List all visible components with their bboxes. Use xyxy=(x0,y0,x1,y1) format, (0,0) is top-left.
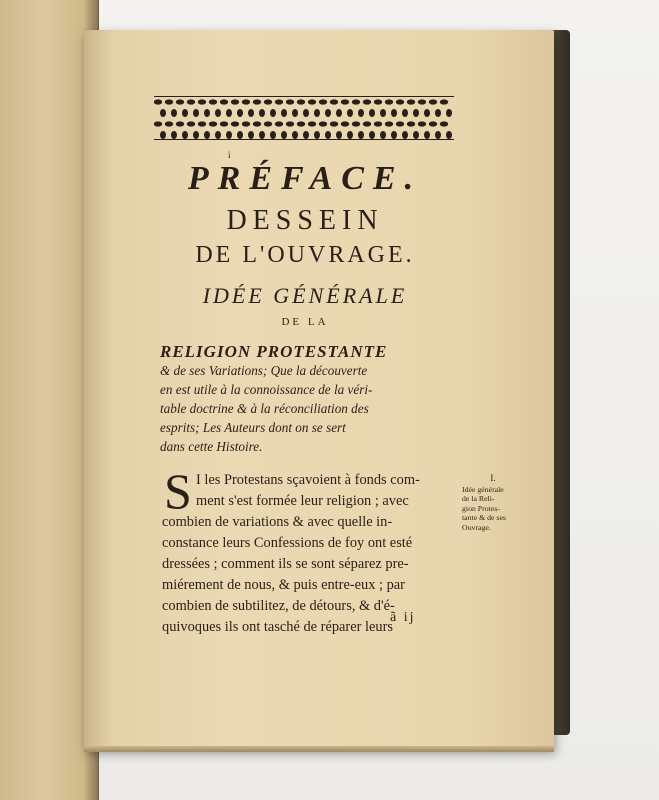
fleuron-ornament xyxy=(226,131,232,139)
fleuron-ornament xyxy=(347,131,353,139)
fleuron-ornament xyxy=(215,131,221,139)
fleuron-ornament xyxy=(325,131,331,139)
fleuron-ornament xyxy=(220,99,228,104)
fleuron-ornament xyxy=(363,99,371,104)
fleuron-ornament xyxy=(204,109,210,117)
fleuron-ornament xyxy=(314,131,320,139)
fleuron-ornament xyxy=(308,99,316,104)
fleuron-ornament xyxy=(242,121,250,126)
fleuron-ornament xyxy=(264,99,272,104)
fleuron-ornament xyxy=(435,131,441,139)
marginal-line: tante & de ses xyxy=(462,513,506,522)
fleuron-ornament xyxy=(402,109,408,117)
fleuron-ornament xyxy=(424,131,430,139)
fleuron-ornament xyxy=(369,109,375,117)
fleuron-ornament xyxy=(242,99,250,104)
fleuron-ornament xyxy=(385,99,393,104)
fleuron-ornament xyxy=(352,99,360,104)
fleuron-ornament xyxy=(209,99,217,104)
fleuron-ornament xyxy=(248,109,254,117)
fleuron-ornament xyxy=(380,131,386,139)
fleuron-ornament xyxy=(275,121,283,126)
fleuron-ornament xyxy=(253,99,261,104)
fleuron-ornament xyxy=(154,99,162,104)
fleuron-ornament xyxy=(171,131,177,139)
marginal-line: Idée générale xyxy=(462,484,504,494)
fleuron-ornament xyxy=(308,121,316,126)
fleuron-ornament xyxy=(396,121,404,126)
fleuron-ornament xyxy=(363,121,371,126)
fleuron-ornament xyxy=(237,109,243,117)
fleuron-ornament xyxy=(341,121,349,126)
fleuron-ornament xyxy=(264,121,272,126)
fleuron-ornament xyxy=(237,131,243,139)
fleuron-ornament xyxy=(253,121,261,126)
summary-line: esprits; Les Auteurs dont on se sert xyxy=(160,420,346,435)
fleuron-ornament xyxy=(176,99,184,104)
fleuron-ornament xyxy=(176,121,184,126)
fleuron-ornament xyxy=(281,109,287,117)
summary-line: table doctrine & à la réconciliation des xyxy=(160,401,369,416)
fleuron-ornament xyxy=(330,121,338,126)
fleuron-ornament xyxy=(325,109,331,117)
fleuron-ornament xyxy=(259,131,265,139)
fleuron-ornament xyxy=(182,109,188,117)
fleuron-ornament xyxy=(341,99,349,104)
fleuron-ornament xyxy=(231,121,239,126)
signature-mark: ã ij xyxy=(390,610,416,625)
fleuron-ornament xyxy=(292,131,298,139)
fleuron-ornament xyxy=(413,131,419,139)
fleuron-ornament xyxy=(424,109,430,117)
fleuron-ornament xyxy=(193,131,199,139)
fleuron-ornament xyxy=(209,121,217,126)
fleuron-ornament xyxy=(248,131,254,139)
fleuron-ornament xyxy=(198,121,206,126)
page-block-edge xyxy=(84,746,554,752)
fleuron-ornament xyxy=(270,131,276,139)
summary-line: & de ses Variations; Que la découverte xyxy=(160,363,368,378)
body-line: constance leurs Confessions de foy ont esté xyxy=(162,535,413,551)
fleuron-ornament xyxy=(231,99,239,104)
marginal-note xyxy=(462,474,524,532)
fleuron-ornament xyxy=(429,99,437,104)
fleuron-ornament xyxy=(160,109,166,117)
page-title: PRÉFACE. xyxy=(187,160,423,197)
fleuron-ornament xyxy=(429,121,437,126)
body-line: I les Protestans sçavoient à fonds com- xyxy=(196,472,420,488)
fleuron-ornament xyxy=(275,99,283,104)
summary-line: en est utile à la connoissance de la véri- xyxy=(160,382,373,397)
fleuron-ornament xyxy=(391,109,397,117)
fleuron-ornament xyxy=(347,109,353,117)
fleuron-ornament xyxy=(286,121,294,126)
fleuron-ornament xyxy=(391,131,397,139)
summary-line: dans cette Histoire. xyxy=(160,439,263,454)
fleuron-ornament xyxy=(187,99,195,104)
fleuron-ornament xyxy=(446,131,452,139)
fleuron-ornament xyxy=(407,121,415,126)
fleuron-ornament xyxy=(187,121,195,126)
fleuron-ornament xyxy=(160,131,166,139)
fleuron-ornament xyxy=(374,121,382,126)
fleuron-ornament xyxy=(319,99,327,104)
page-mark: i xyxy=(228,150,231,160)
ornament-rule xyxy=(154,139,454,140)
heading-ouvrage: DE L'OUVRAGE. xyxy=(195,242,415,268)
fleuron-ornament xyxy=(336,109,342,117)
marginal-line: gion Protes- xyxy=(462,503,500,513)
heading-dessein: DESSEIN xyxy=(226,205,384,236)
chapter-summary xyxy=(160,342,460,456)
body-line: dressées ; comment ils se sont séparez pre- xyxy=(162,556,409,572)
body-line: combien de variations & avec quelle in- xyxy=(162,514,393,530)
fleuron-ornament xyxy=(352,121,360,126)
fleuron-ornament xyxy=(165,121,173,126)
fleuron-ornament xyxy=(440,121,448,126)
fleuron-ornament xyxy=(286,99,294,104)
fleuron-ornament xyxy=(259,109,265,117)
fleuron-ornament xyxy=(226,109,232,117)
marginal-number: I. xyxy=(490,473,496,483)
fleuron-ornament xyxy=(440,99,448,104)
fleuron-ornament xyxy=(297,121,305,126)
ornamental-headpiece xyxy=(154,96,454,140)
heading-de-la: DE LA xyxy=(281,316,329,328)
fleuron-ornament xyxy=(215,109,221,117)
ornament-rule xyxy=(154,96,454,97)
body-line: combien de subtilitez, de détours, & d'é- xyxy=(162,598,395,614)
fleuron-ornament xyxy=(198,99,206,104)
fleuron-ornament xyxy=(297,99,305,104)
fleuron-ornament xyxy=(171,109,177,117)
fleuron-ornament xyxy=(374,99,382,104)
fleuron-ornament xyxy=(369,131,375,139)
fleuron-ornament xyxy=(165,99,173,104)
fleuron-ornament xyxy=(385,121,393,126)
fleuron-ornament xyxy=(154,121,162,126)
fleuron-ornament xyxy=(182,131,188,139)
heading-idee-generale: IDÉE GÉNÉRALE xyxy=(202,283,408,308)
body-line: ment s'est formée leur religion ; avec xyxy=(196,493,409,509)
fleuron-ornament xyxy=(407,99,415,104)
summary-lead: RELIGION PROTESTANTE xyxy=(160,342,388,361)
fleuron-ornament xyxy=(380,109,386,117)
fleuron-ornament xyxy=(358,109,364,117)
fleuron-ornament xyxy=(319,121,327,126)
fleuron-ornament xyxy=(336,131,342,139)
fleuron-ornament xyxy=(418,99,426,104)
drop-cap: S xyxy=(164,463,192,519)
fleuron-ornament xyxy=(193,109,199,117)
fleuron-ornament xyxy=(435,109,441,117)
fleuron-ornament xyxy=(330,99,338,104)
marginal-line: Ouvrage. xyxy=(462,522,491,532)
fleuron-ornament xyxy=(358,131,364,139)
fleuron-ornament xyxy=(281,131,287,139)
fleuron-ornament xyxy=(303,109,309,117)
fleuron-ornament xyxy=(396,99,404,104)
fleuron-ornament xyxy=(314,109,320,117)
fleuron-ornament xyxy=(303,131,309,139)
marginal-line: de la Reli- xyxy=(462,494,495,503)
fleuron-ornament xyxy=(220,121,228,126)
fleuron-ornament xyxy=(204,131,210,139)
body-line: miérement de nous, & puis entre-eux ; par xyxy=(162,577,405,593)
fleuron-ornament xyxy=(413,109,419,117)
body-line: quivoques ils ont tasché de réparer leurs xyxy=(162,619,393,635)
fleuron-ornament xyxy=(292,109,298,117)
fleuron-ornament xyxy=(402,131,408,139)
fleuron-ornament xyxy=(270,109,276,117)
fleuron-ornament xyxy=(446,109,452,117)
fleuron-ornament xyxy=(418,121,426,126)
